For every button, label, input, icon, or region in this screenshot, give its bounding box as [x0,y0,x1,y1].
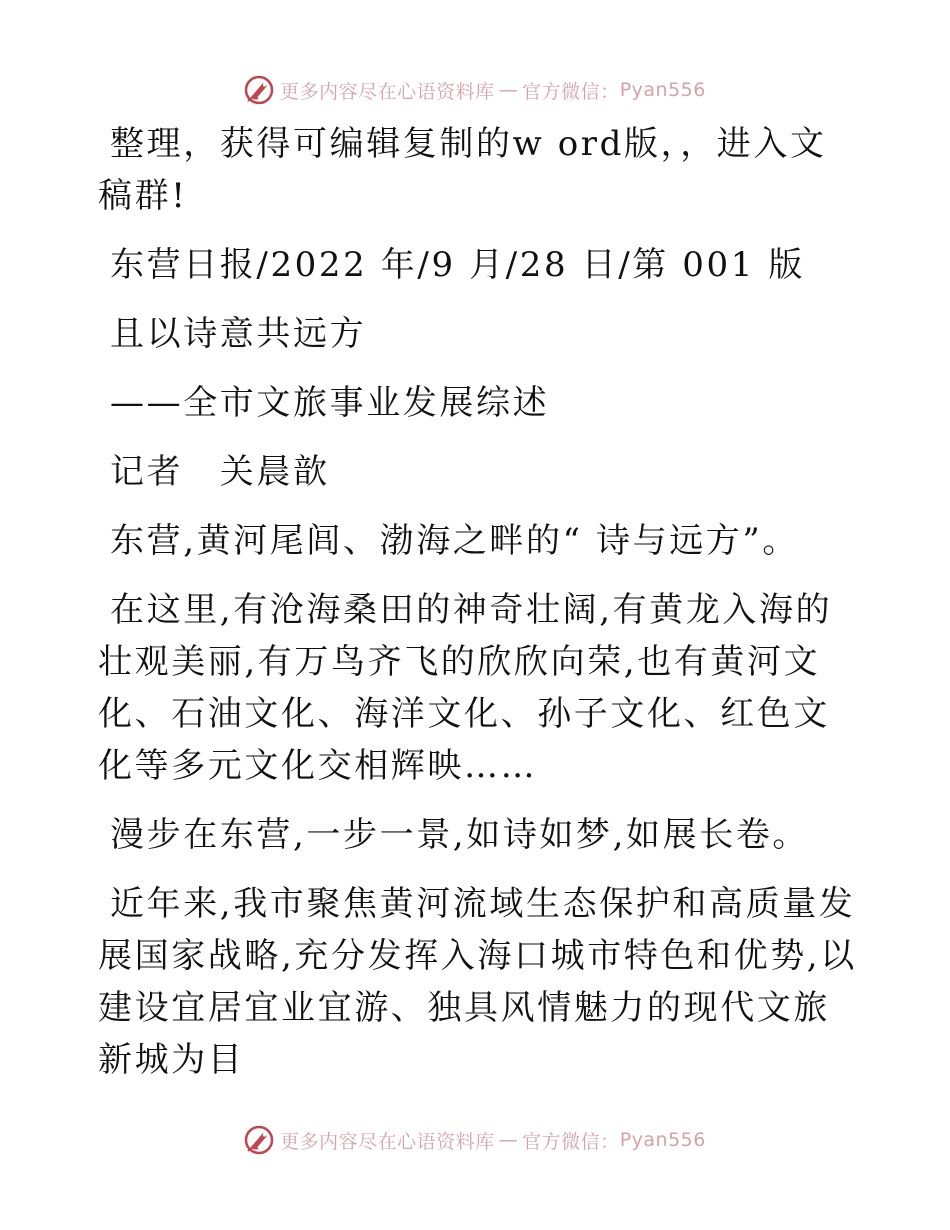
watermark-account: Pyan556 [619,79,706,101]
header-watermark [0,70,950,110]
article-subtitle: ——全市文旅事业发展综述 [110,383,550,423]
watermark-site: 更多内容尽在心语资料库 [280,80,495,103]
pen-nib-logo-icon [244,1125,274,1155]
watermark-separator: — [498,79,519,101]
body-paragraph: 东营,黄河尾闾、渤海之畔的“ 诗与远方”。 [110,521,799,561]
watermark-label: 官方微信： [522,80,620,103]
body-paragraph: 漫步在东营,一步一景,如诗如梦,如展长卷。 [110,815,810,855]
intro-paragraph: 整理，获得可编辑复制的w ord版，，进入文稿群! [98,124,827,216]
document-body [98,118,858,1103]
publication-line: 东营日报/2022 年/9 月/28 日/第 001 版 [110,245,805,285]
body-paragraph: 在这里,有沧海桑田的神奇壮阔,有黄龙入海的壮观美丽,有万鸟齐飞的欣欣向荣,也有黄河文化、石油文化、海洋文化、孙子文化、红色文化等多元文化交相辉映…… [98,590,833,786]
article-title: 且以诗意共远方 [110,314,367,354]
author-line: 记者 关晨歆 [110,452,330,492]
body-paragraph: 近年来,我市聚焦黄河流域生态保护和高质量发展国家战略,充分发挥入海口城市特色和优势,以建设宜居宜业宜游、独具风情魅力的现代文旅新城为目 [98,884,857,1080]
watermark-separator: — [498,1129,519,1151]
footer-watermark [0,1120,950,1160]
pen-nib-logo-icon [244,75,274,105]
watermark-site: 更多内容尽在心语资料库 [280,1130,495,1153]
watermark-account: Pyan556 [619,1129,706,1151]
watermark-label: 官方微信： [522,1130,620,1153]
